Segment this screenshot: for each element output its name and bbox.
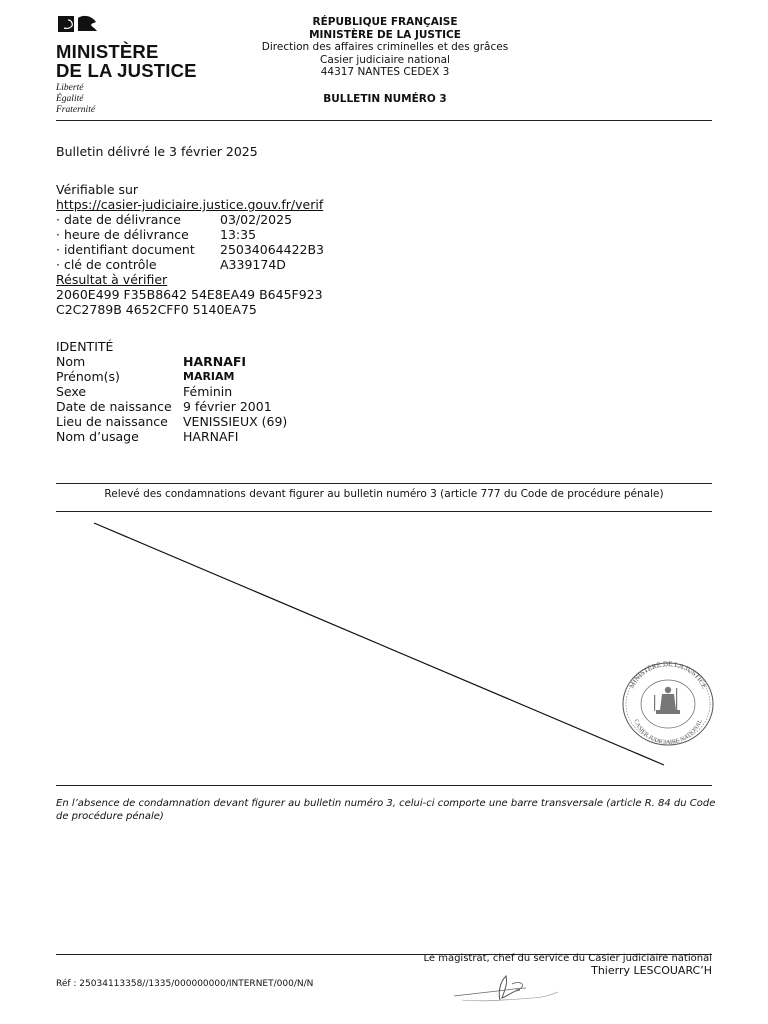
ministry-line-1: MINISTÈRE [56, 41, 159, 62]
republique-label: RÉPUBLIQUE FRANÇAISE [312, 16, 458, 28]
svg-text:CASIER JUDICIAIRE NATIONAL [632, 718, 704, 746]
convictions-header: Relevé des condamnations devant figurer au bulletin numéro 3 (article 777 du Code de procédure pénale) [104, 488, 664, 500]
transversal-line [94, 523, 664, 765]
identity-value: 9 février 2001 [183, 399, 272, 414]
identity-label: Sexe [56, 384, 87, 399]
official-stamp-icon [620, 660, 716, 748]
identity-label: Date de naissance [56, 399, 172, 414]
magistrate-title: Le magistrat, chef du service du Casier judiciaire national [423, 953, 712, 964]
identity-value: Féminin [183, 384, 233, 399]
svg-text:MINISTÈRE DE LA JUSTICE [628, 660, 709, 690]
result-code-line-1: 2060E499 F35B8642 54E8EA49 B645F923 [56, 287, 323, 302]
identity-label: Nom [56, 354, 86, 369]
address-label: 44317 NANTES CEDEX 3 [320, 66, 450, 78]
delivery-date: Bulletin délivré le 3 février 2025 [56, 144, 258, 159]
identity-label: Prénom(s) [56, 369, 120, 384]
verification-link[interactable]: https://casier-judiciaire.justice.gouv.fr/verif [56, 197, 324, 212]
result-code-line-2: C2C2789B 4652CFF0 5140EA75 [56, 302, 257, 317]
motto-egalite: Égalité [56, 94, 84, 104]
stamp-top-text: MINISTÈRE DE LA JUSTICE [627, 660, 709, 690]
verification-value: 25034064422B3 [220, 242, 325, 257]
result-label: Résultat à vérifier [56, 272, 168, 287]
ministry-line-2: DE LA JUSTICE [56, 60, 197, 81]
verification-value: 13:35 [220, 227, 257, 242]
ministere-label: MINISTÈRE DE LA JUSTICE [309, 28, 461, 41]
stamp-figure [654, 687, 680, 714]
identity-label: Nom d’usage [56, 429, 139, 444]
verification-label: · clé de contrôle [56, 257, 157, 272]
identity-value: MARIAM [183, 370, 235, 383]
verification-label: · identifiant document [56, 242, 195, 257]
reference-number: Réf : 25034113358//1335/000000000/INTERNET/000/N/N [56, 979, 314, 989]
bulletin-title: BULLETIN NUMÉRO 3 [323, 92, 447, 105]
identity-title: IDENTITÉ [56, 339, 114, 354]
verification-value: A339174D [220, 257, 286, 272]
signature-icon [448, 970, 568, 1006]
stamp-bottom-text: CASIER JUDICIAIRE NATIONAL [632, 718, 704, 746]
magistrate-name: Thierry LESCOUARC’H [591, 964, 712, 977]
note-divider [56, 785, 712, 786]
identity-value: HARNAFI [183, 429, 239, 444]
verification-value: 03/02/2025 [220, 212, 293, 227]
verification-label: · heure de délivrance [56, 227, 189, 242]
verification-label: · date de délivrance [56, 212, 181, 227]
service-label: Casier judiciaire national [320, 53, 450, 66]
motto-liberte: Liberté [56, 83, 84, 93]
identity-value: VENISSIEUX (69) [183, 414, 288, 429]
identity-label: Lieu de naissance [56, 414, 168, 429]
direction-label: Direction des affaires criminelles et des grâces [261, 41, 509, 53]
verification-title: Vérifiable sur [56, 182, 139, 197]
identity-value: HARNAFI [183, 354, 247, 369]
absence-note: En l’absence de condamnation devant figurer au bulletin numéro 3, celui-ci comporte une barre transversale (article R. 84 du Code de procédure pénale) [56, 798, 716, 822]
motto-fraternite: Fraternité [56, 105, 96, 115]
